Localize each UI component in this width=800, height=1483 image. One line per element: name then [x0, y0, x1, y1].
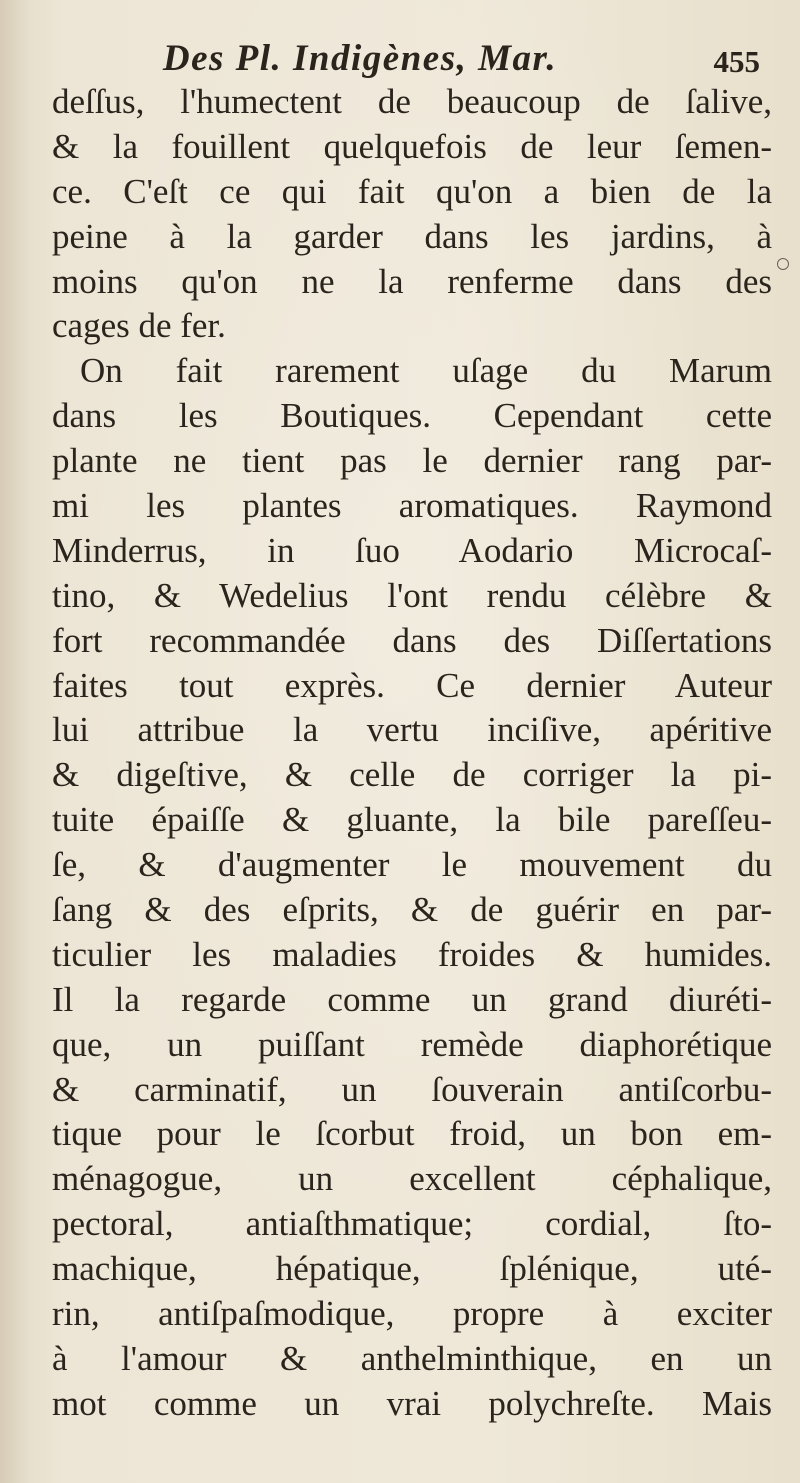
text-line: & digeſtive, & celle de corriger la pi-: [52, 755, 772, 795]
text-line: faites tout exprès. Ce dernier Auteur: [52, 665, 772, 705]
running-title: Des Pl. Indigènes, Mar.: [162, 38, 558, 79]
text-line: peine à la garder dans les jardins, à: [52, 216, 772, 256]
text-line: On fait rarement uſage du Marum: [80, 351, 772, 391]
page-gutter-shadow: [0, 0, 30, 1483]
text-line: ſe, & d'augmenter le mouvement du: [52, 845, 772, 885]
text-line: Minderrus, in ſuo Aodario Microcaſ-: [52, 530, 772, 570]
body-text: [52, 80, 772, 1427]
text-line: ticulier les maladies froides & humides.: [52, 934, 772, 974]
text-line: cages de fer.: [52, 306, 226, 346]
text-line: lui attribue la vertu inciſive, apéritive: [52, 710, 772, 750]
running-head: [60, 36, 760, 82]
text-line: ménagogue, un excellent céphalique,: [52, 1159, 772, 1199]
text-line: moins qu'on ne la renferme dans des: [52, 261, 772, 301]
text-line: tuite épaiſſe & gluante, la bile pareſſeu-: [52, 800, 772, 840]
text-line: que, un puiſſant remède diaphorétique: [52, 1024, 772, 1064]
text-line: pectoral, antiaſthmatique; cordial, ſto-: [52, 1204, 772, 1244]
page-number: 455: [713, 44, 760, 79]
text-line: dans les Boutiques. Cependant cette: [52, 396, 772, 436]
text-line: mi les plantes aromatiques. Raymond: [52, 486, 772, 526]
text-line: machique, hépatique, ſplénique, uté-: [52, 1249, 772, 1289]
text-line: & carminatif, un ſouverain antiſcorbu-: [52, 1069, 772, 1109]
text-line: tique pour le ſcorbut froid, un bon em-: [52, 1114, 772, 1154]
text-line: plante ne tient pas le dernier rang par-: [52, 441, 772, 481]
text-line: deſſus, l'humectent de beaucoup de ſalive,: [52, 82, 772, 121]
text-line: fort recommandée dans des Diſſertations: [52, 620, 772, 660]
text-line: à l'amour & anthelminthique, en un: [52, 1338, 772, 1378]
text-line: & la fouillent quelquefois de leur ſemen-: [52, 126, 772, 166]
text-line: ce. C'eſt ce qui fait qu'on a bien de la: [52, 171, 772, 211]
text-line: Il la regarde comme un grand diuréti-: [52, 979, 772, 1019]
text-line: tino, & Wedelius l'ont rendu célèbre &: [52, 575, 772, 615]
text-line: mot comme un vrai polychreſte. Mais: [52, 1383, 772, 1423]
text-line: rin, antiſpaſmodique, propre à exciter: [52, 1294, 772, 1334]
text-line: ſang & des eſprits, & de guérir en par-: [52, 890, 772, 930]
margin-circle-mark: [777, 258, 789, 270]
